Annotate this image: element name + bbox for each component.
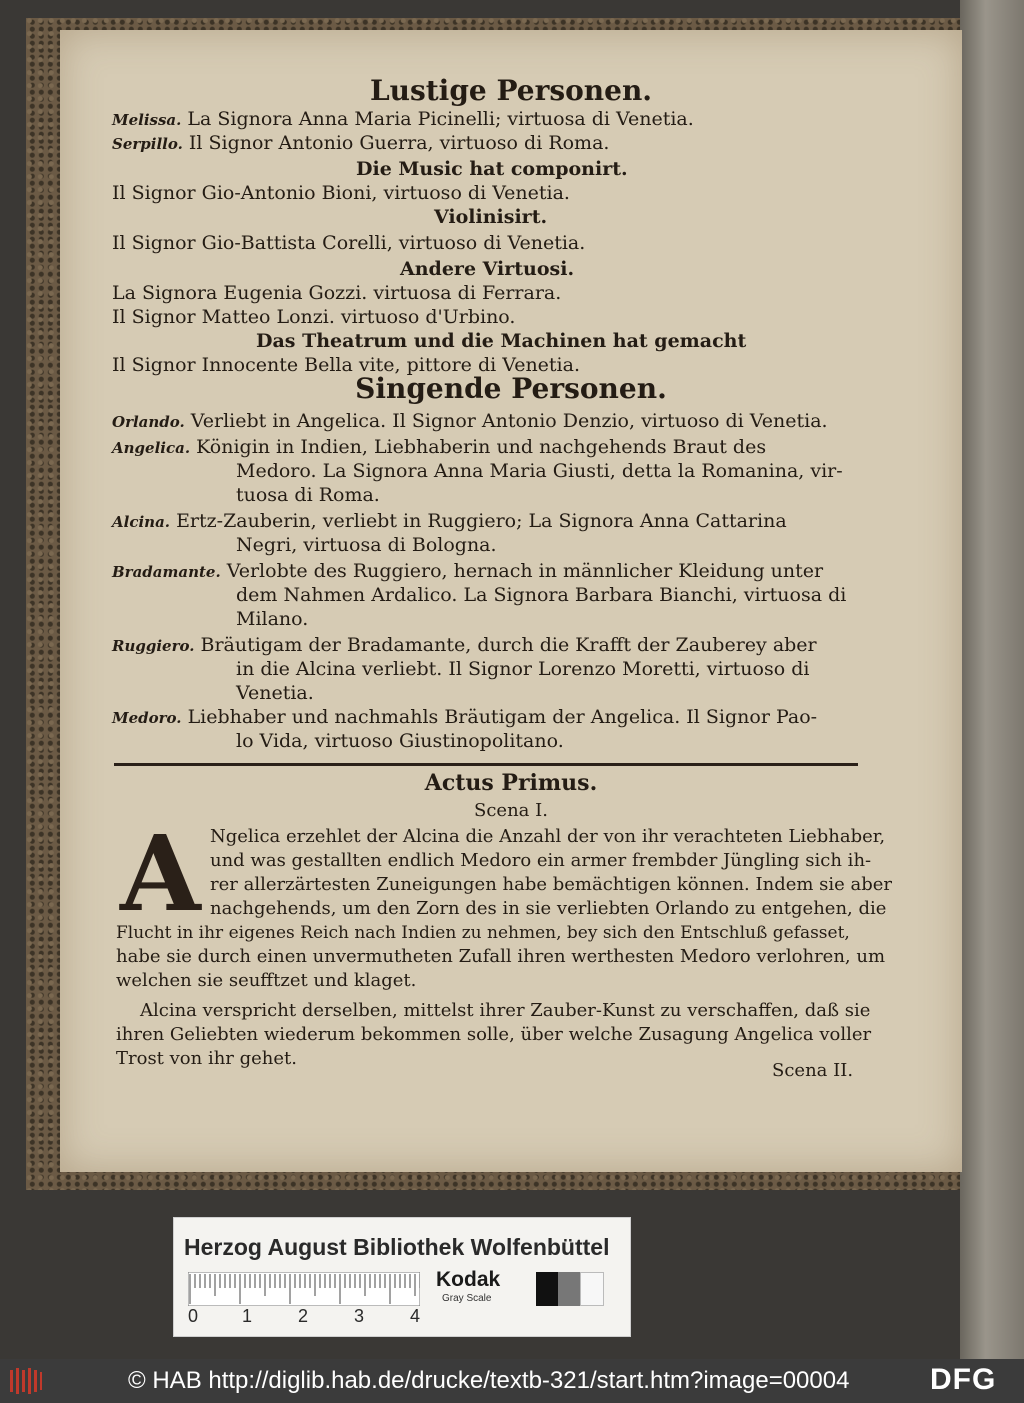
cast-text: Verliebt in Angelica. Il Signor Antonio Denzio, virtuoso di Venetia. bbox=[190, 410, 828, 432]
paragraph-line: nachgehends, um den Zorn des in sie verliebten Orlando zu entgehen, die bbox=[210, 898, 887, 919]
theatre-heading: Das Theatrum und die Machinen hat gemacht bbox=[256, 330, 747, 352]
paragraph-line: Trost von ihr gehet. bbox=[116, 1048, 298, 1069]
cast-row-angelica bbox=[112, 436, 766, 459]
cast-text: Ertz-Zauberin, verliebt in Ruggiero; La Signora Anna Cattarina bbox=[176, 510, 787, 532]
cast-row-alcina bbox=[112, 510, 787, 533]
paragraph-line: Ngelica erzehlet der Alcina die Anzahl der von ihr verachteten Liebhaber, bbox=[210, 826, 886, 847]
music-heading: Die Music hat componirt. bbox=[356, 158, 628, 180]
cast-text: Bräutigam der Bradamante, durch die Krafft der Zauberey aber bbox=[200, 634, 817, 656]
virtuoso-line-lonzi: Il Signor Matteo Lonzi. virtuoso d'Urbino. bbox=[112, 306, 516, 328]
cast-row-orlando bbox=[112, 410, 828, 433]
cast-text: Medoro. La Signora Anna Maria Giusti, detta la Romanina, vir- bbox=[236, 460, 843, 482]
cast-row-melissa bbox=[112, 108, 694, 131]
paragraph-line: Flucht in ihr eigenes Reich nach Indien zu nehmen, bey sich den Entschluß gefasset, bbox=[116, 923, 850, 943]
catchword: Scena II. bbox=[772, 1060, 854, 1081]
cast-text: Venetia. bbox=[236, 682, 314, 704]
next-page-edge bbox=[960, 0, 1024, 1359]
gray-swatches bbox=[536, 1272, 604, 1306]
paragraph-line: Alcina verspricht derselben, mittelst ihrer Zauber-Kunst zu verschaffen, daß sie bbox=[140, 1000, 871, 1021]
footer-bar bbox=[0, 1359, 1024, 1403]
cast-text: Verlobte des Ruggiero, hernach in männlicher Kleidung unter bbox=[226, 560, 824, 582]
cast-text: Königin in Indien, Liebhaberin und nachgehends Braut des bbox=[196, 436, 767, 458]
role-name: Serpillo. bbox=[112, 135, 183, 153]
swatch-white bbox=[580, 1272, 604, 1306]
paragraph-line: welchen sie seufftzet und klaget. bbox=[116, 970, 417, 991]
cast-text: Il Signor Antonio Guerra, virtuoso di Roma. bbox=[188, 132, 610, 154]
cast-text: dem Nahmen Ardalico. La Signora Barbara Bianchi, virtuosa di bbox=[236, 584, 847, 606]
paragraph-line: rer allerzärtesten Zuneigungen habe bemächtigen können. Indem sie aber bbox=[210, 874, 893, 895]
ruler-label: 0 bbox=[188, 1306, 199, 1326]
violinist-line: Il Signor Gio-Battista Corelli, virtuoso di Venetia. bbox=[112, 232, 586, 254]
cast-text: Liebhaber und nachmahls Bräutigam der Angelica. Il Signor Pao- bbox=[187, 706, 818, 728]
source-url[interactable]: © HAB http://diglib.hab.de/drucke/textb-321/start.htm?image=00004 bbox=[128, 1367, 850, 1394]
heading-singing-persons: Singende Personen. bbox=[355, 372, 667, 405]
composer-line: Il Signor Gio-Antonio Bioni, virtuoso di Venetia. bbox=[112, 182, 570, 204]
role-name: Angelica. bbox=[112, 439, 191, 457]
cast-text: tuosa di Roma. bbox=[236, 484, 380, 506]
virtuoso-line-gozzi: La Signora Eugenia Gozzi. virtuosa di Ferrara. bbox=[112, 282, 562, 304]
section-divider bbox=[114, 763, 858, 766]
drop-cap: A bbox=[120, 812, 201, 935]
ruler-label: 2 bbox=[298, 1306, 309, 1326]
color-calibration-card bbox=[173, 1217, 631, 1337]
role-name: Alcina. bbox=[112, 513, 171, 531]
ruler-label: 3 bbox=[354, 1306, 365, 1326]
paragraph-line: und was gestallten endlich Medoro ein armer frembder Jüngling sich ih- bbox=[210, 850, 872, 871]
dfg-logo: DFG bbox=[930, 1363, 997, 1396]
swatch-gray bbox=[558, 1272, 580, 1306]
role-name: Orlando. bbox=[112, 413, 185, 431]
book-page bbox=[60, 30, 962, 1172]
act-heading: Actus Primus. bbox=[424, 770, 598, 796]
role-name: Medoro. bbox=[112, 709, 182, 727]
cast-text: in die Alcina verliebt. Il Signor Lorenzo Moretti, virtuoso di bbox=[236, 658, 810, 680]
painter-line: Il Signor Innocente Bella vite, pittore di Venetia. bbox=[112, 354, 581, 376]
paragraph-line: habe sie durch einen unvermutheten Zufall ihren werthesten Medoro verlohren, um bbox=[116, 946, 886, 967]
role-name: Ruggiero. bbox=[112, 637, 195, 655]
cast-text: Negri, virtuosa di Bologna. bbox=[236, 534, 497, 556]
cast-row-bradamante bbox=[112, 560, 823, 583]
cast-row-medoro bbox=[112, 706, 817, 729]
other-virtuosi-heading: Andere Virtuosi. bbox=[400, 258, 575, 280]
cast-row-serpillo bbox=[112, 132, 609, 155]
cast-text: La Signora Anna Maria Picinelli; virtuosa di Venetia. bbox=[187, 108, 694, 130]
kodak-logo: Kodak bbox=[436, 1268, 501, 1291]
swatch-black bbox=[536, 1272, 558, 1306]
cast-row-ruggiero bbox=[112, 634, 817, 657]
violin-heading: Violinisirt. bbox=[434, 206, 548, 228]
hab-logo-icon bbox=[8, 1366, 44, 1396]
gray-scale-label: Gray Scale bbox=[442, 1293, 492, 1304]
cast-text: lo Vida, virtuoso Giustinopolitano. bbox=[236, 730, 564, 752]
role-name: Melissa. bbox=[112, 111, 182, 129]
scale-ruler bbox=[188, 1272, 420, 1306]
ruler-label: 4 bbox=[410, 1306, 421, 1326]
library-name: Herzog August Bibliothek Wolfenbüttel bbox=[184, 1234, 610, 1260]
heading-comic-persons: Lustige Personen. bbox=[369, 74, 653, 107]
cast-text: Milano. bbox=[236, 608, 309, 630]
role-name: Bradamante. bbox=[112, 563, 221, 581]
paragraph-line: ihren Geliebten wiederum bekommen solle, über welche Zusagung Angelica voller bbox=[116, 1024, 872, 1045]
ruler-label: 1 bbox=[242, 1306, 253, 1326]
scene-heading: Scena I. bbox=[474, 800, 548, 821]
